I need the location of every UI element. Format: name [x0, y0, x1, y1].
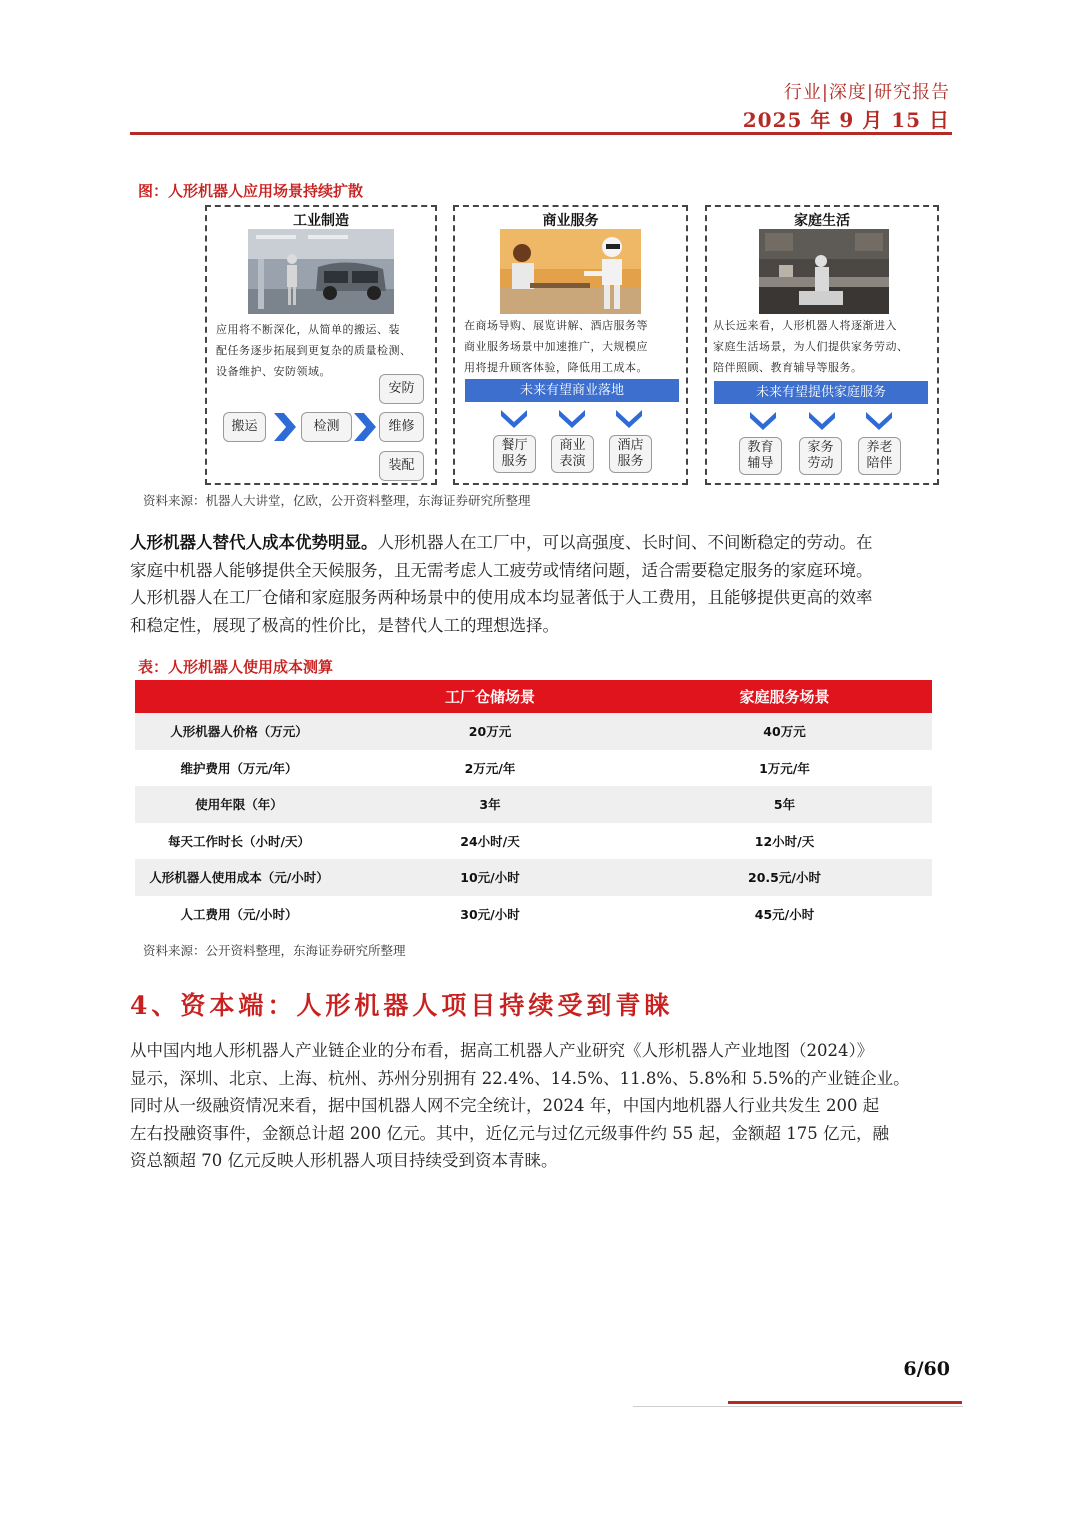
footer-accent-rule: [728, 1401, 962, 1404]
table-title: 表：人形机器人使用成本测算: [138, 658, 334, 676]
future-banner: 未来有望商业落地: [465, 379, 679, 402]
tag-education: 教育 辅导: [739, 437, 782, 475]
section-heading: 4、资本端：人形机器人项目持续受到青睐: [130, 991, 674, 1020]
cost-table: [135, 680, 932, 932]
chevron-down-icon: [807, 410, 837, 432]
table-row: 使用年限（年） 3年 5年: [135, 786, 932, 823]
paragraph-cost-advantage: 人形机器人替代人成本优势明显。人形机器人在工厂中，可以高强度、长时间、不间断稳定的劳动。在 家庭中机器人能够提供全天候服务，且无需考虑人工疲劳或情绪问题，适合需要稳定服务的家庭环境。 人形机器人在工厂仓储和家庭服务两种场景中的使用成本均显著低于人工费用，且能够提供更高的效率 和稳定性，展现了极高的性价比，是替代人工的理想选择。: [130, 533, 873, 635]
panel-description: 在商场导购、展览讲解、酒店服务等 商业服务场景中加速推广，大规模应 用将提升顾客体验，降低用工成本。: [464, 319, 648, 374]
panel-heading: 工业制造: [293, 213, 349, 229]
table-header: 工厂仓储场景: [343, 680, 637, 713]
panel-industrial: [205, 205, 437, 485]
paragraph-lead: 人形机器人替代人成本优势明显。: [130, 533, 378, 552]
panel-household: [705, 205, 939, 485]
service-robot-photo: [500, 229, 641, 314]
footer-rule: [633, 1406, 963, 1407]
table-row: 人形机器人价格（万元） 20万元 40万元: [135, 713, 932, 750]
table-header: 家庭服务场景: [637, 680, 932, 713]
table-row: 人工费用（元/小时） 30元/小时 45元/小时: [180, 906, 815, 922]
paragraph-capital: 从中国内地人形机器人产业链企业的分布看，据高工机器人产业研究《人形机器人产业地图（2024）》 显示，深圳、北京、上海、杭州、苏州分别拥有 22.4%、14.5%、11.8%、5.8%和 5.5%的产业链企业。 同时从一级融资情况来看，据中国机器人网不完全统计，2024 年，中国内地机器人行业共发生 200 起 左右投融资事件，金额总计超 200 亿元。其中，近亿元与过亿元级事件约 55 起，金额超 175 亿元，融 资总额超 70 亿元反映人形机器人项目持续受到资本青睐。: [130, 1041, 910, 1170]
branch-assembly: 装配: [379, 451, 424, 481]
page-number: 6/60: [903, 1358, 950, 1380]
flow-step-inspect: 检测: [301, 412, 352, 442]
home-robot-photo: [759, 229, 889, 314]
branch-maintenance: 维修: [379, 412, 424, 442]
table-row: 每天工作时长（小时/天） 24小时/天 12小时/天: [167, 833, 815, 849]
chevron-down-icon: [499, 408, 529, 430]
flow-step-carry: 搬运: [223, 412, 266, 442]
tag-commercial-performance: 商业 表演: [551, 435, 594, 473]
chevron-down-icon: [614, 408, 644, 430]
panel-heading: 家庭生活: [794, 213, 850, 229]
report-date: 2025 年 9 月 15 日: [742, 108, 950, 132]
table-row: 人形机器人使用成本（元/小时） 10元/小时 20.5元/小时: [135, 859, 932, 896]
figure-title: 图：人形机器人应用场景持续扩散: [138, 182, 364, 200]
chevron-down-icon: [864, 410, 894, 432]
flow-arrow-icon: [274, 413, 296, 441]
tag-housework: 家务 劳动: [799, 437, 842, 475]
flow-arrow-icon: [354, 413, 376, 441]
chevron-down-icon: [748, 410, 778, 432]
table-source: 资料来源：公开资料整理，东海证券研究所整理: [143, 943, 406, 958]
report-category: 行业|深度|研究报告: [783, 82, 950, 103]
future-banner: 未来有望提供家庭服务: [714, 381, 928, 404]
table-row: 维护费用（万元/年） 2万元/年 1万元/年: [180, 760, 810, 776]
panel-description: 应用将不断深化，从简单的搬运、装 配任务逐步拓展到更复杂的质量检测、 设备维护、安防领域。: [216, 323, 412, 378]
header-rule: [130, 132, 952, 135]
branch-security: 安防: [379, 374, 424, 404]
chevron-down-icon: [557, 408, 587, 430]
panel-heading: 商业服务: [542, 213, 599, 229]
factory-robot-photo: [248, 229, 394, 314]
tag-elderly-care: 养老 陪伴: [858, 437, 901, 475]
tag-hotel-service: 酒店 服务: [609, 435, 652, 473]
table-header: [135, 680, 343, 713]
tag-restaurant-service: 餐厅 服务: [493, 435, 536, 473]
figure-source: 资料来源：机器人大讲堂，亿欧，公开资料整理，东海证券研究所整理: [143, 493, 531, 508]
panel-description: 从长远来看，人形机器人将逐渐进入 家庭生活场景，为人们提供家务劳动、 陪伴照顾、教育辅导等服务。: [713, 319, 909, 374]
table-header-row: [135, 680, 932, 713]
panel-commercial: [453, 205, 688, 485]
